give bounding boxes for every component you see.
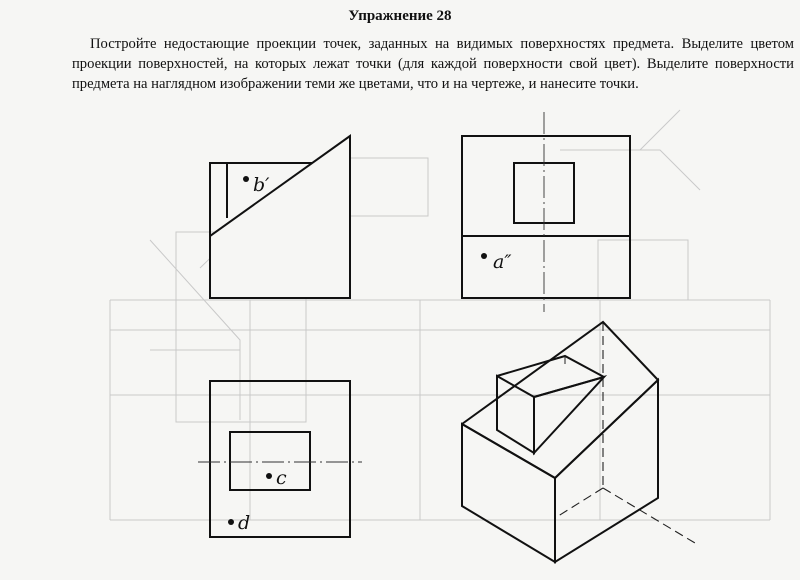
exercise-title: Упражнение 28	[348, 8, 452, 24]
side-view-outline	[462, 136, 630, 298]
point-c-label: c	[276, 467, 287, 489]
top-view-inner-rect	[230, 432, 310, 490]
point-a-marker	[481, 253, 487, 259]
front-view	[210, 136, 350, 298]
side-view	[462, 112, 630, 312]
isometric-view	[462, 322, 695, 562]
point-d-marker	[228, 519, 234, 525]
iso-side-face	[555, 380, 658, 562]
point-b-marker	[243, 176, 249, 182]
point-b-label: b′	[253, 174, 270, 196]
iso-block-front	[497, 376, 534, 453]
iso-hidden-edge-right	[603, 488, 695, 543]
point-c-marker	[266, 473, 272, 479]
iso-hidden-edge-left	[555, 488, 603, 518]
exercise-text: Постройте недостающие проекции точек, заданных на видимых поверхностях предмета. Выделите цветом проекции поверхностей, на которых лежат точки (для каждой поверхности свой цвет). Выделите поверхности предмета на наглядном изображении теми же цветами, что и на чертеже, и нанесите точки.	[72, 36, 794, 92]
point-a-label: a″	[493, 251, 512, 273]
top-view	[198, 381, 362, 537]
iso-top-slope	[462, 322, 658, 478]
point-d-label: d	[238, 512, 251, 534]
